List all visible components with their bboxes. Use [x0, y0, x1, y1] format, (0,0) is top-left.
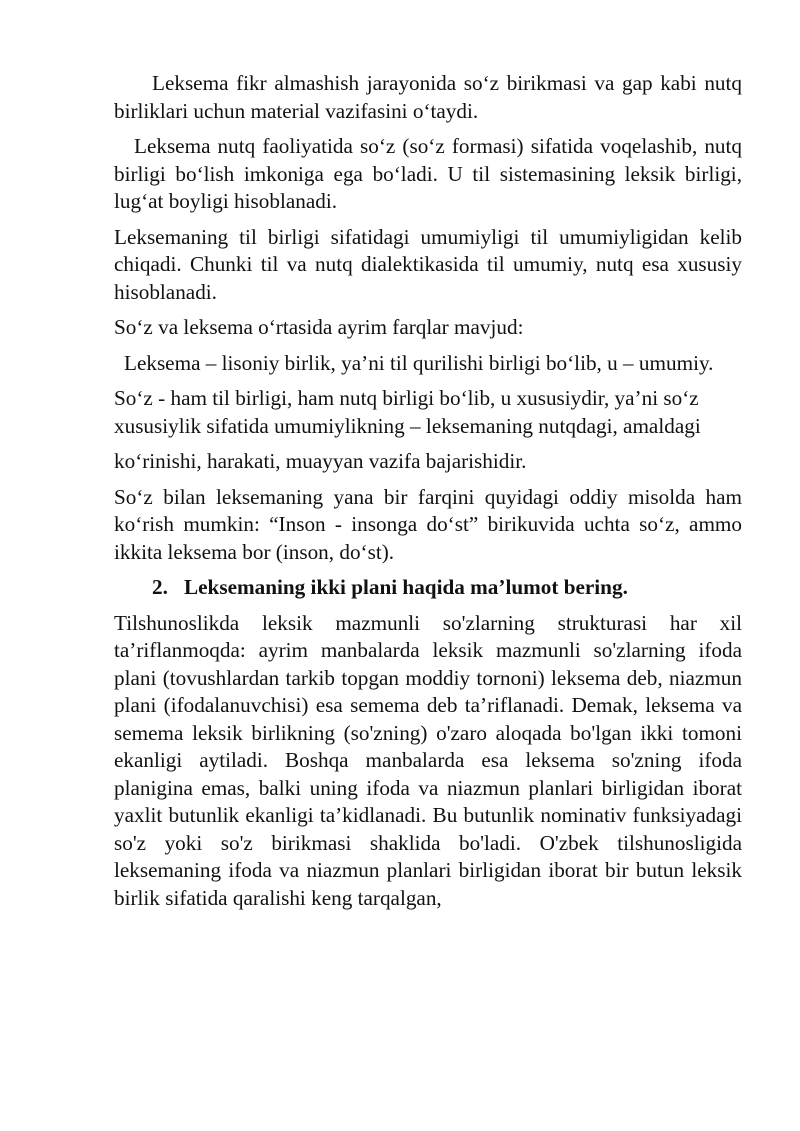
section-heading: [114, 574, 742, 602]
document-page: [114, 70, 742, 920]
paragraph-lexeme-definition: Leksema – lisoniy birlik, ya’ni til qurilishi birligi bo‘lib, u – umumiy.: [124, 350, 714, 375]
paragraph-example: So‘z bilan leksemaning yana bir farqini quyidagi oddiy misolda ham ko‘rish mumkin: “Inson - insonga do‘st” birikuvida uchta so‘z, ammo ikkita leksema bor (inson, do‘st).: [114, 484, 742, 564]
section-title: Leksemaning ikki plani haqida ma’lumot bering.: [184, 575, 628, 599]
paragraph-word-definition: So‘z - ham til birligi, ham nutq birligi bo‘lib, u xususiydir, ya’ni so‘z xususiylik sifatida umumiylikning – leksemaning nutqdagi, amaldagi: [114, 386, 701, 438]
paragraph-lexeme-material: Leksema fikr almashish jarayonida so‘z birikmasi va gap kabi nutq birliklari uchun material vazifasini o‘taydi.: [114, 71, 742, 123]
paragraph-differences-intro: So‘z va leksema o‘rtasida ayrim farqlar mavjud:: [114, 315, 524, 339]
paragraph-lexeme-speech: Leksema nutq faoliyatida so‘z (so‘z formasi) sifatida voqelashib, nutq birligi bo‘lish imkoniga ega bo‘ladi. U til sistemasining leksik birligi, lug‘at boyligi hisoblanadi.: [114, 134, 742, 213]
paragraph-word-definition-cont: ko‘rinishi, harakati, muayyan vazifa bajarishidir.: [114, 449, 527, 473]
paragraph-lexeme-generality: Leksemaning til birligi sifatidagi umumiyligi til umumiyligidan kelib chiqadi. Chunki til va nutq dialektikasida til umumiy, nutq esa xususiy hisoblanadi.: [114, 224, 742, 304]
paragraph-body: Tilshunoslikda leksik mazmunli so'zlarning strukturasi har xil ta’riflanmoqda: ayrim manbalarda leksik mazmunli so'zlarning ifoda plani (tovushlardan tarkib topgan moddiy tornoni) leksema deb, niazmun plani (ifodalanuvchisi) esa semema deb ta’riflanadi. Demak, leksema va semema leksik birlikning (so'zning) o'zaro aloqada bo'lgan ikki tomoni ekanligi aytiladi. Boshqa manbalarda esa leksema so'zning ifoda planigina emas, balki uning ifoda va niazmun planlari birligidan iborat yaxlit butunlik ekanligi ta’kidlanadi. Bu butunlik nominativ funksiyadagi so'z yoki so'z birikmasi shaklida bo'ladi. O'zbek tilshunosligida leksemaning ifoda va niazmun planlari birligidan iborat bir butun leksik birlik sifatida qaralishi keng tarqalgan,: [114, 610, 742, 910]
section-number: 2.: [152, 575, 168, 599]
